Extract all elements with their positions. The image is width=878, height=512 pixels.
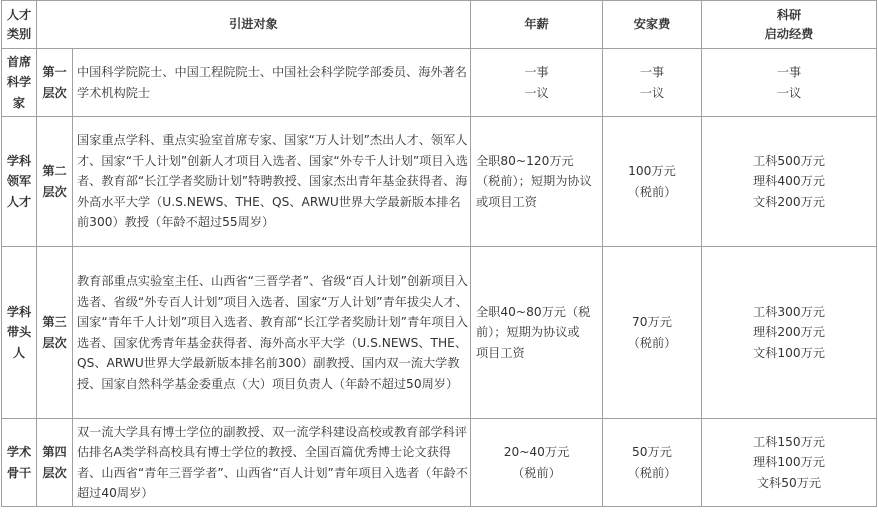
research-line: 工科500万元	[752, 153, 825, 168]
salary-line: 或项目工资	[476, 194, 537, 209]
row-research	[702, 419, 877, 507]
level-line: 第四	[42, 445, 67, 459]
header-research	[702, 1, 877, 49]
header-settlement: 安家费	[603, 1, 702, 49]
talent-table	[1, 0, 877, 507]
research-line: 工科150万元	[752, 434, 825, 449]
salary-line: （税前）	[512, 465, 561, 480]
table-row	[2, 247, 877, 419]
settlement-line: 70万元	[632, 315, 672, 329]
category-line: 家	[12, 95, 26, 110]
row-level	[37, 247, 73, 419]
research-line: 理科400万元	[752, 174, 825, 189]
row-level	[37, 117, 73, 247]
category-line: 首席	[6, 54, 32, 69]
row-settlement	[603, 49, 702, 117]
settlement-line: （税前）	[627, 184, 677, 199]
salary-line: 一议	[524, 85, 549, 100]
research-line: 一议	[776, 85, 802, 100]
salary-line: 全职80~120万元	[476, 153, 574, 168]
category-line: 学术	[6, 445, 32, 459]
research-line: 理科100万元	[752, 455, 825, 470]
row-category	[2, 419, 37, 507]
settlement-line: 一事	[639, 65, 665, 79]
salary-line: 一事	[524, 65, 549, 79]
category-line: 人才	[6, 194, 32, 209]
category-line: 人	[12, 345, 26, 360]
salary-line: （税前）；短期为协议	[476, 174, 592, 189]
research-line: 文科200万元	[752, 194, 825, 209]
row-target: 教育部重点实验室主任、山西省“三晋学者”、省级“百人计划”创新项目入选者、省级“外专百人计划”项目入选者、国家“万人计划”青年拔尖人才、国家“青年千人计划”项目入选者、教育部“长江学者奖励计划”青年项目入选者、国家优秀青年基金获得者、海外高水平大学（U.S.NEWS、THE、QS、ARWU世界大学最新版本排名前300）副教授、国内双一流大学教授、国家自然科学基金委重点（大）项目负责人（年龄不超过50周岁）	[73, 247, 471, 419]
research-line: 文科50万元	[756, 475, 822, 490]
row-research	[702, 247, 877, 419]
salary-line: 20~40万元	[503, 445, 570, 459]
row-salary	[471, 419, 603, 507]
row-settlement	[603, 419, 702, 507]
row-category	[2, 117, 37, 247]
header-salary: 年薪	[471, 1, 603, 49]
category-line: 领军	[6, 174, 32, 189]
category-line: 科学	[6, 75, 32, 90]
row-target: 双一流大学具有博士学位的副教授、双一流学科建设高校或教育部学科评估排名A类学科高校具有博士学位的教授、全国百篇优秀博士论文获得者、山西省“青年三晋学者”、山西省“百人计划”青年项目入选者（年龄不超过40周岁）	[73, 419, 471, 507]
header-row	[2, 1, 877, 49]
research-line: 文科100万元	[752, 345, 825, 360]
research-line: 工科300万元	[752, 304, 825, 319]
category-line: 带头	[6, 325, 32, 340]
table-row	[2, 49, 877, 117]
header-target: 引进对象	[37, 1, 471, 49]
header-research-line: 启动经费	[764, 26, 814, 41]
settlement-line: （税前）	[627, 335, 677, 350]
row-settlement	[603, 117, 702, 247]
settlement-line: （税前）	[627, 465, 677, 480]
level-line: 层次	[42, 465, 67, 480]
row-research	[702, 49, 877, 117]
row-target: 中国科学院院士、中国工程院院士、中国社会科学院学部委员、海外著名学术机构院士	[73, 49, 471, 117]
level-line: 第二	[42, 164, 67, 178]
row-settlement	[603, 247, 702, 419]
salary-line: 前）；短期为协议或	[476, 325, 580, 340]
table-row	[2, 117, 877, 247]
row-salary	[471, 117, 603, 247]
settlement-line: 一议	[639, 85, 665, 100]
row-level	[37, 419, 73, 507]
settlement-line: 100万元	[628, 164, 676, 178]
level-line: 层次	[42, 184, 67, 199]
category-line: 骨干	[6, 465, 32, 480]
salary-line: 全职40~80万元（税	[476, 304, 591, 319]
level-line: 层次	[42, 335, 67, 350]
row-salary	[471, 247, 603, 419]
header-category-line: 类别	[6, 26, 32, 41]
row-category	[2, 49, 37, 117]
level-line: 第三	[42, 315, 67, 329]
research-line: 理科200万元	[752, 325, 825, 340]
header-category-line: 人才	[6, 7, 32, 22]
category-line: 学科	[6, 153, 32, 168]
row-salary	[471, 49, 603, 117]
salary-line: 项目工资	[476, 345, 525, 360]
row-category	[2, 247, 37, 419]
header-research-line: 科研	[776, 7, 802, 22]
row-target: 国家重点学科、重点实验室首席专家、国家“万人计划”杰出人才、领军人才、国家“千人计划”创新人才项目入选者、国家“外专千人计划”项目入选者、教育部“长江学者奖励计划”特聘教授、国家杰出青年基金获得者、海外高水平大学（U.S.NEWS、THE、QS、ARWU世界大学最新版本排名前300）教授（年龄不超过55周岁）	[73, 117, 471, 247]
row-research	[702, 117, 877, 247]
category-line: 学科	[6, 304, 32, 319]
row-level	[37, 49, 73, 117]
settlement-line: 50万元	[632, 445, 672, 459]
table-row	[2, 419, 877, 507]
research-line: 一事	[776, 65, 802, 79]
level-line: 层次	[42, 85, 67, 100]
header-category	[2, 1, 37, 49]
level-line: 第一	[42, 65, 67, 79]
